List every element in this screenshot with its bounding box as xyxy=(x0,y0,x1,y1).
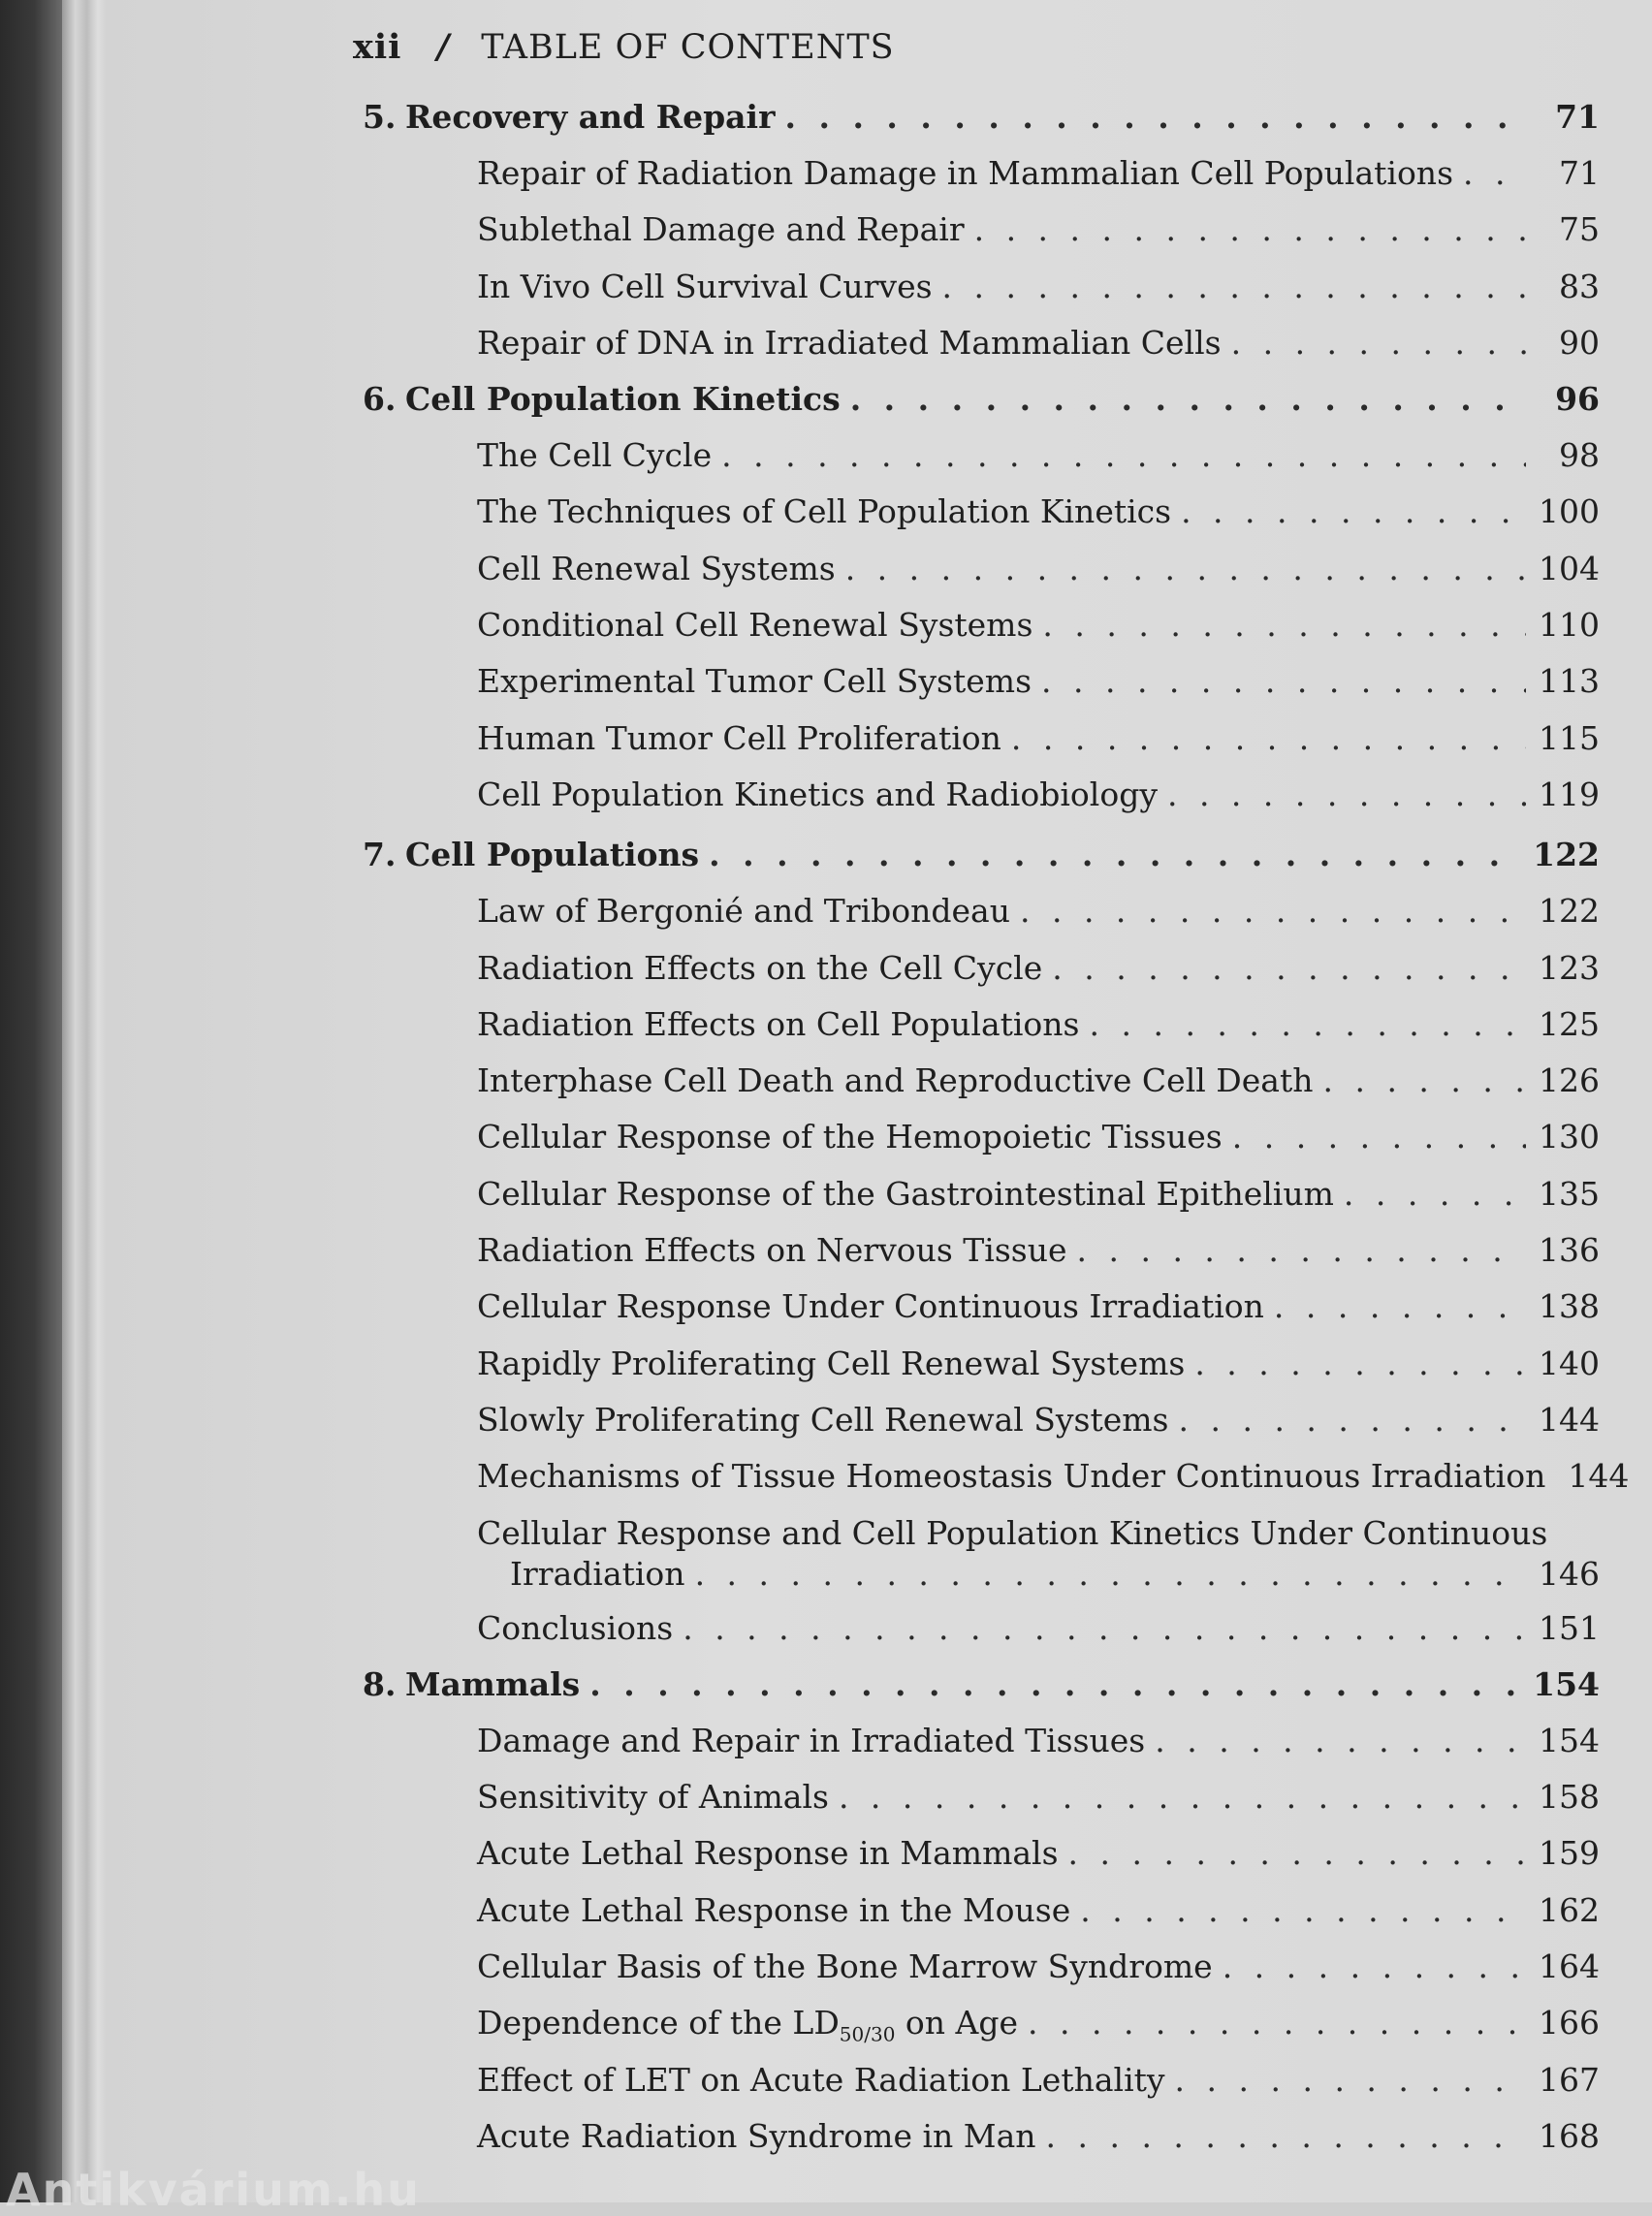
entry-page: 113 xyxy=(1539,662,1600,701)
entry-page: 144 xyxy=(1539,1400,1600,1439)
entry-page: 164 xyxy=(1539,1947,1600,1986)
entry-title: Cell Population Kinetics and Radiobiology xyxy=(477,775,1158,813)
toc-entry[interactable] xyxy=(363,1336,1600,1392)
dot-leader xyxy=(1194,1336,1526,1392)
toc-entry[interactable] xyxy=(363,1109,1600,1165)
toc-entry[interactable] xyxy=(363,597,1600,653)
entry-page: 126 xyxy=(1539,1061,1600,1100)
dot-leader xyxy=(1179,1392,1527,1448)
toc-chapter-8[interactable] xyxy=(363,1657,1600,1713)
entry-title: The Cell Cycle xyxy=(477,436,713,475)
toc-entry[interactable] xyxy=(363,1053,1600,1109)
dot-leader xyxy=(1231,315,1526,371)
dot-leader xyxy=(1052,940,1526,997)
toc-entry[interactable] xyxy=(363,1825,1600,1882)
dot-leader xyxy=(1046,2108,1526,2165)
toc-entry[interactable] xyxy=(363,767,1600,823)
entry-page: 167 xyxy=(1539,2060,1600,2099)
dot-leader xyxy=(683,1600,1526,1657)
dot-leader xyxy=(974,202,1526,258)
entry-page: 140 xyxy=(1539,1344,1600,1382)
dot-leader xyxy=(845,541,1526,597)
entry-page: 151 xyxy=(1539,1608,1600,1647)
entry-title: Cellular Response of the Gastrointestinal Epithelium xyxy=(477,1174,1334,1213)
entry-title: In Vivo Cell Survival Curves xyxy=(477,267,933,305)
dot-leader xyxy=(1090,997,1527,1053)
toc-entry[interactable] xyxy=(363,711,1600,767)
toc-entry[interactable] xyxy=(363,1279,1600,1335)
entry-page: 158 xyxy=(1539,1778,1600,1817)
toc-entry[interactable] xyxy=(363,883,1600,939)
entry-title: Acute Lethal Response in the Mouse xyxy=(477,1890,1071,1929)
page-fold xyxy=(62,0,107,2202)
entry-title: Conclusions xyxy=(477,1608,674,1647)
entry-page: 130 xyxy=(1539,1118,1600,1156)
toc-chapter-7[interactable] xyxy=(363,827,1600,883)
running-title: TABLE OF CONTENTS xyxy=(481,28,895,67)
entry-title: Law of Bergonié and Tribondeau xyxy=(477,892,1010,931)
entry-page: 123 xyxy=(1539,948,1600,987)
entry-title: Damage and Repair in Irradiated Tissues xyxy=(477,1721,1146,1759)
toc-entry[interactable] xyxy=(363,1222,1600,1279)
page-number: xii xyxy=(353,27,402,67)
toc-chapter-5[interactable] xyxy=(363,89,1600,145)
toc-entry[interactable] xyxy=(363,259,1600,315)
entry-title: Cell Renewal Systems xyxy=(477,549,836,587)
dot-leader xyxy=(839,1769,1526,1825)
entry-page: 119 xyxy=(1539,775,1600,813)
entry-title: Interphase Cell Death and Reproductive Cell Death xyxy=(477,1061,1314,1100)
chapter-title: Recovery and Repair xyxy=(405,98,776,136)
dot-leader xyxy=(1028,1995,1526,2051)
chapter-number: 5. xyxy=(363,98,397,136)
toc-entry[interactable] xyxy=(363,1769,1600,1825)
toc-entry[interactable] xyxy=(363,427,1600,484)
dot-leader xyxy=(1167,767,1526,823)
entry-title-line2-row xyxy=(477,1554,1600,1595)
entry-title: The Techniques of Cell Population Kinetics xyxy=(477,492,1172,531)
chapter-page: 154 xyxy=(1533,1664,1600,1703)
chapter-page: 122 xyxy=(1533,836,1600,874)
toc-chapter-6[interactable] xyxy=(363,371,1600,427)
entry-title: Repair of Radiation Damage in Mammalian Cell Populations xyxy=(477,154,1453,192)
chapter-title: Cell Populations xyxy=(405,836,700,874)
entry-title: Acute Radiation Syndrome in Man xyxy=(477,2116,1036,2155)
toc-entry[interactable] xyxy=(363,1166,1600,1222)
dot-leader xyxy=(850,371,1526,427)
entry-page: 75 xyxy=(1559,210,1600,249)
dot-leader xyxy=(1181,484,1526,540)
entry-page: 125 xyxy=(1539,1004,1600,1043)
dot-leader xyxy=(1068,1825,1526,1882)
toc-entry[interactable] xyxy=(363,653,1600,710)
chapter-title: Mammals xyxy=(405,1664,581,1703)
toc-entry[interactable] xyxy=(363,541,1600,597)
entry-title: Radiation Effects on the Cell Cycle xyxy=(477,948,1043,987)
entry-title-line1: Cellular Response and Cell Population Kinetics Under Continuous xyxy=(477,1513,1548,1552)
entry-title: Slowly Proliferating Cell Renewal Systems xyxy=(477,1400,1169,1439)
entry-title: Radiation Effects on Cell Populations xyxy=(477,1004,1080,1043)
entry-title: Experimental Tumor Cell Systems xyxy=(477,662,1032,701)
dot-leader xyxy=(1274,1279,1526,1335)
table-of-contents xyxy=(363,89,1630,2165)
toc-entry[interactable] xyxy=(363,940,1600,997)
chapter-page: 71 xyxy=(1555,98,1600,136)
entry-title: Repair of DNA in Irradiated Mammalian Cells xyxy=(477,323,1222,362)
toc-entry[interactable] xyxy=(363,1713,1600,1769)
running-header xyxy=(353,27,895,67)
entry-title: Rapidly Proliferating Cell Renewal Systems xyxy=(477,1344,1186,1382)
entry-page: 104 xyxy=(1539,549,1600,587)
entry-page: 100 xyxy=(1539,492,1600,531)
entry-page: 154 xyxy=(1539,1721,1600,1759)
dot-leader xyxy=(695,1554,1526,1595)
toc-entry[interactable] xyxy=(363,202,1600,258)
entry-page: 110 xyxy=(1539,606,1600,645)
dot-leader xyxy=(1080,1883,1526,1939)
chapter-number: 8. xyxy=(363,1664,397,1703)
dot-leader xyxy=(1041,653,1526,710)
entry-page: 83 xyxy=(1559,267,1600,305)
dot-leader xyxy=(1344,1166,1526,1222)
toc-entry[interactable] xyxy=(363,315,1600,371)
entry-title-subscript: 50/30 xyxy=(839,2022,896,2046)
book-spine xyxy=(0,0,62,2202)
entry-title: Conditional Cell Renewal Systems xyxy=(477,606,1033,645)
toc-entry[interactable] xyxy=(363,1505,1600,1600)
entry-title-prefix: Dependence of the LD xyxy=(477,2004,840,2042)
toc-entry[interactable] xyxy=(363,2052,1600,2108)
toc-entry[interactable] xyxy=(363,1883,1600,1939)
entry-title: Cellular Basis of the Bone Marrow Syndrome xyxy=(477,1947,1213,1986)
entry-page: 166 xyxy=(1539,2004,1600,2042)
entry-title: Mechanisms of Tissue Homeostasis Under Continuous Irradiation xyxy=(477,1457,1546,1496)
dot-leader xyxy=(1011,711,1526,767)
entry-title: Effect of LET on Acute Radiation Lethality xyxy=(477,2060,1165,2099)
entry-page: 144 xyxy=(1568,1457,1630,1496)
entry-title: Radiation Effects on Nervous Tissue xyxy=(477,1231,1067,1270)
entry-page: 168 xyxy=(1539,2116,1600,2155)
dot-leader xyxy=(1322,1053,1526,1109)
dot-leader xyxy=(721,427,1526,484)
dot-leader xyxy=(589,1657,1523,1713)
dot-leader xyxy=(1077,1222,1527,1279)
chapter-number: 7. xyxy=(363,836,397,874)
watermark: Antikvárium.hu xyxy=(6,2164,421,2216)
toc-entry[interactable] xyxy=(363,1995,1600,2051)
dot-leader xyxy=(784,89,1526,145)
entry-title: Sublethal Damage and Repair xyxy=(477,210,965,249)
chapter-title: Cell Population Kinetics xyxy=(405,380,841,419)
entry-title: Acute Lethal Response in Mammals xyxy=(477,1834,1059,1873)
toc-entry[interactable] xyxy=(363,2108,1600,2165)
toc-entry[interactable] xyxy=(363,1939,1600,1995)
dot-leader xyxy=(1155,1713,1526,1769)
chapter-page: 96 xyxy=(1555,380,1600,419)
dot-leader xyxy=(1175,2052,1526,2108)
entry-page: 122 xyxy=(1539,892,1600,931)
entry-page: 159 xyxy=(1539,1834,1600,1873)
header-separator: / xyxy=(436,27,451,67)
dot-leader xyxy=(942,259,1526,315)
entry-title: Human Tumor Cell Proliferation xyxy=(477,718,1001,757)
dot-leader xyxy=(709,827,1523,883)
entry-page: 135 xyxy=(1539,1174,1600,1213)
toc-entry[interactable] xyxy=(363,484,1600,540)
toc-entry[interactable] xyxy=(363,145,1600,202)
entry-page: 146 xyxy=(1539,1554,1600,1593)
dot-leader xyxy=(1223,1939,1526,1995)
entry-title: Sensitivity of Animals xyxy=(477,1778,829,1817)
entry-page: 115 xyxy=(1539,718,1600,757)
toc-entry[interactable] xyxy=(363,1600,1600,1657)
entry-page: 90 xyxy=(1559,323,1600,362)
dot-leader xyxy=(1463,145,1526,202)
entry-title: Cellular Response of the Hemopoietic Tissues xyxy=(477,1118,1223,1156)
toc-entry[interactable] xyxy=(363,997,1600,1053)
entry-title: Cellular Response Under Continuous Irradiation xyxy=(477,1287,1264,1326)
dot-leader xyxy=(1232,1109,1526,1165)
entry-page: 71 xyxy=(1559,154,1600,192)
entry-page: 136 xyxy=(1539,1231,1600,1270)
entry-page: 138 xyxy=(1539,1287,1600,1326)
entry-title-suffix: on Age xyxy=(895,2004,1019,2042)
entry-page: 162 xyxy=(1539,1890,1600,1929)
chapter-number: 6. xyxy=(363,380,397,419)
toc-entry[interactable] xyxy=(363,1448,1630,1504)
dot-leader xyxy=(1020,883,1526,939)
entry-page: 98 xyxy=(1559,436,1600,475)
dot-leader xyxy=(1042,597,1526,653)
entry-title-line2: Irradiation xyxy=(510,1554,685,1593)
toc-entry[interactable] xyxy=(363,1392,1600,1448)
